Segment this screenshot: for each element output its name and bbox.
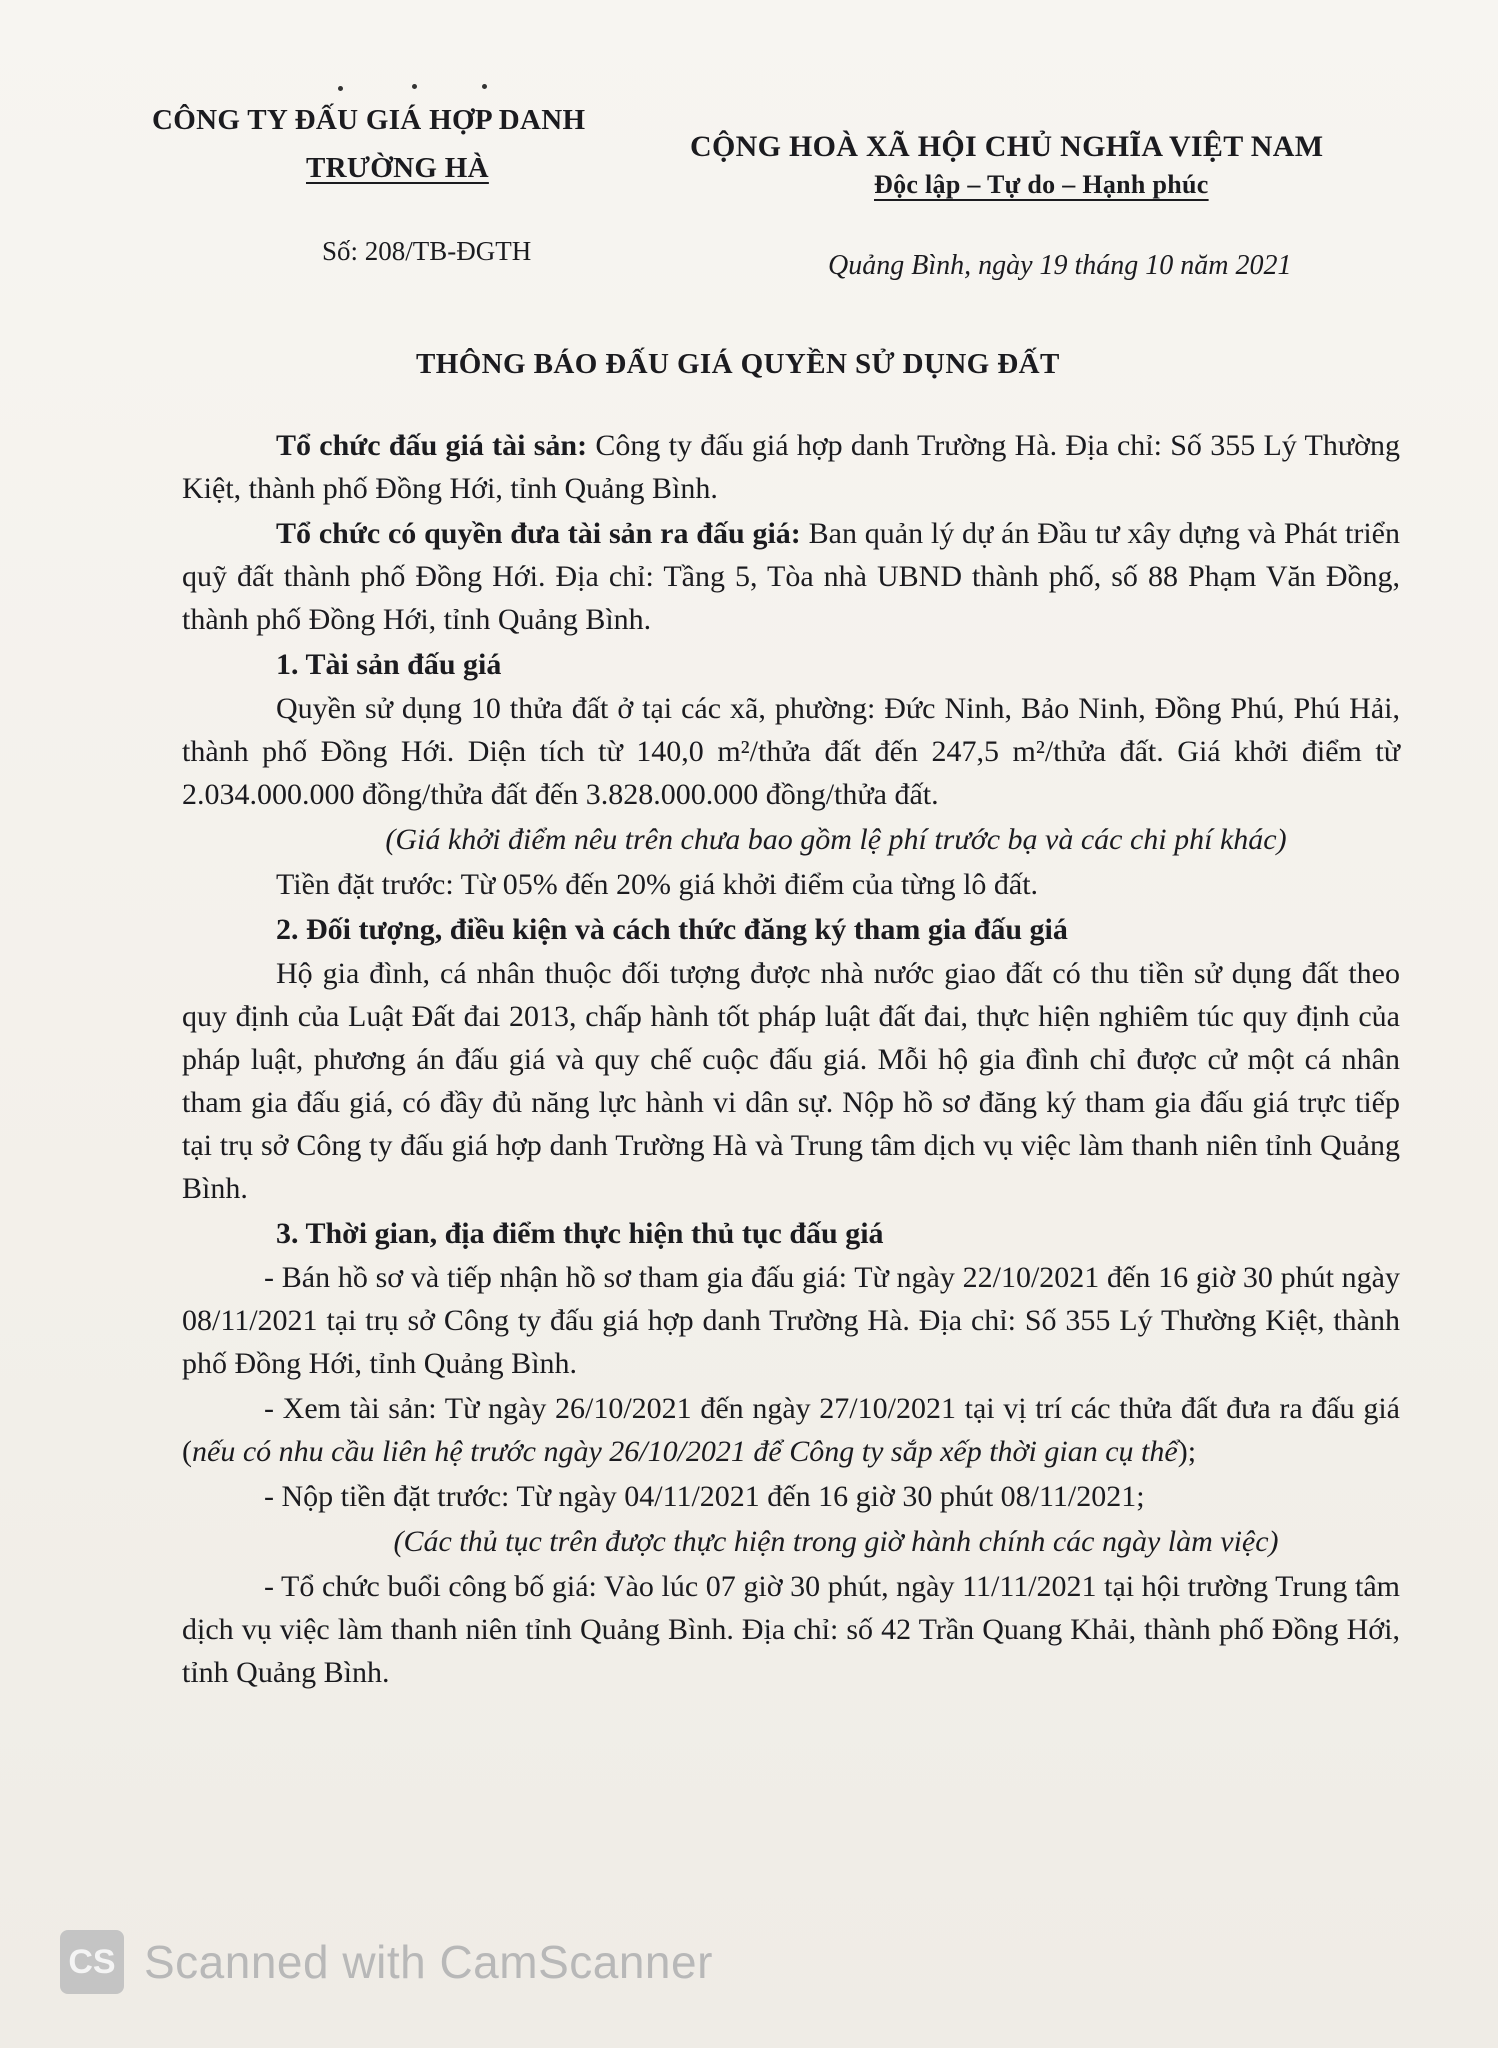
- camscanner-logo-icon: CS: [60, 1930, 124, 1994]
- company-name-line1: CÔNG TY ĐẤU GIÁ HỢP DANH: [152, 104, 586, 136]
- organizer-label: Tổ chức đấu giá tài sản:: [276, 429, 588, 462]
- paragraph-asset-owner: [182, 512, 1400, 641]
- scan-speck: [482, 84, 487, 89]
- scan-speck: [338, 86, 343, 91]
- viewing-text-a: - Xem tài sản: Từ ngày 26/10/2021 đến ngày 27/10/2021 tại vị trí các thửa đất đưa ra đấu giá (: [182, 1392, 1400, 1468]
- section-1-deposit: Tiền đặt trước: Từ 05% đến 20% giá khởi điểm của từng lô đất.: [276, 868, 1039, 901]
- asset-owner-text: Ban quản lý dự án Đầu tư xây dựng và Phát triển quỹ đất thành phố Đồng Hới. Địa chỉ: Tầng 5, Tòa nhà UBND thành phố, số 88 Phạm Văn Đồng, thành phố Đồng Hới, tỉnh Quảng Bình.: [182, 517, 1400, 636]
- document-title: THÔNG BÁO ĐẤU GIÁ QUYỀN SỬ DỤNG ĐẤT: [416, 348, 1060, 380]
- section-3-item-sale: - Bán hồ sơ và tiếp nhận hồ sơ tham gia đấu giá: Từ ngày 22/10/2021 đến 16 giờ 30 phút ngày 08/11/2021 tại trụ sở Công ty đấu giá hợp danh Trường Hà. Địa chỉ: Số 355 Lý Thường Kiệt, thành phố Đồng Hới, tỉnh Quảng Bình.: [182, 1261, 1400, 1380]
- camscanner-watermark: [60, 1930, 713, 1994]
- section-3-item-announcement: - Tổ chức buổi công bố giá: Vào lúc 07 giờ 30 phút, ngày 11/11/2021 tại hội trường Trung tâm dịch vụ việc làm thanh niên tỉnh Quảng Bình. Địa chỉ: số 42 Trần Quang Khải, thành phố Đồng Hới, tỉnh Quảng Bình.: [182, 1570, 1400, 1689]
- camscanner-text: Scanned with CamScanner: [144, 1936, 713, 1988]
- organizer-text: Công ty đấu giá hợp danh Trường Hà. Địa chỉ: Số 355 Lý Thường Kiệt, thành phố Đồng Hới, tỉnh Quảng Bình.: [182, 429, 1400, 505]
- document-body: [182, 424, 1400, 1696]
- document-date: Quảng Bình, ngày 19 tháng 10 năm 2021: [828, 250, 1292, 281]
- document-number: Số: 208/TB-ĐGTH: [322, 236, 532, 266]
- section-3-heading: 3. Thời gian, địa điểm thực hiện thủ tục đấu giá: [276, 1217, 884, 1250]
- national-title: CỘNG HOÀ XÃ HỘI CHỦ NGHĨA VIỆT NAM: [690, 130, 1324, 163]
- company-name-line2: TRƯỜNG HÀ: [306, 152, 489, 184]
- section-1-note: (Giá khởi điểm nêu trên chưa bao gồm lệ phí trước bạ và các chi phí khác): [385, 823, 1287, 856]
- asset-owner-label: Tổ chức có quyền đưa tài sản ra đấu giá:: [276, 517, 801, 550]
- section-3-item-viewing: [182, 1387, 1400, 1473]
- paragraph-organizer: [182, 424, 1400, 510]
- section-1-text: Quyền sử dụng 10 thửa đất ở tại các xã, phường: Đức Ninh, Bảo Ninh, Đồng Phú, Phú Hải, thành phố Đồng Hới. Diện tích từ 140,0 m²/thửa đất đến 247,5 m²/thửa đất. Giá khởi điểm từ 2.034.000.000 đồng/thửa đất đến 3.828.000.000 đồng/thửa đất.: [182, 692, 1400, 811]
- section-3-note: (Các thủ tục trên được thực hiện trong giờ hành chính các ngày làm việc): [393, 1525, 1279, 1558]
- scan-speck: [412, 84, 417, 89]
- section-3-item-deposit: - Nộp tiền đặt trước: Từ ngày 04/11/2021 đến 16 giờ 30 phút 08/11/2021;: [264, 1480, 1145, 1513]
- viewing-text-c: );: [1177, 1435, 1197, 1468]
- national-motto: Độc lập – Tự do – Hạnh phúc: [874, 170, 1209, 199]
- viewing-text-italic: nếu có nhu cầu liên hệ trước ngày 26/10/2021 để Công ty sắp xếp thời gian cụ thể: [192, 1435, 1178, 1468]
- section-2-text: Hộ gia đình, cá nhân thuộc đối tượng được nhà nước giao đất có thu tiền sử dụng đất theo quy định của Luật Đất đai 2013, chấp hành tốt pháp luật đất đai, thực hiện nghiêm túc quy định của pháp luật, phương án đấu giá và quy chế cuộc đấu giá. Mỗi hộ gia đình chỉ được cử một cá nhân tham gia đấu giá, có đầy đủ năng lực hành vi dân sự. Nộp hồ sơ đăng ký tham gia đấu giá trực tiếp tại trụ sở Công ty đấu giá hợp danh Trường Hà và Trung tâm dịch vụ việc làm thanh niên tỉnh Quảng Bình.: [182, 957, 1400, 1205]
- section-2-heading: 2. Đối tượng, điều kiện và cách thức đăng ký tham gia đấu giá: [276, 913, 1068, 946]
- section-1-heading: 1. Tài sản đấu giá: [276, 648, 502, 681]
